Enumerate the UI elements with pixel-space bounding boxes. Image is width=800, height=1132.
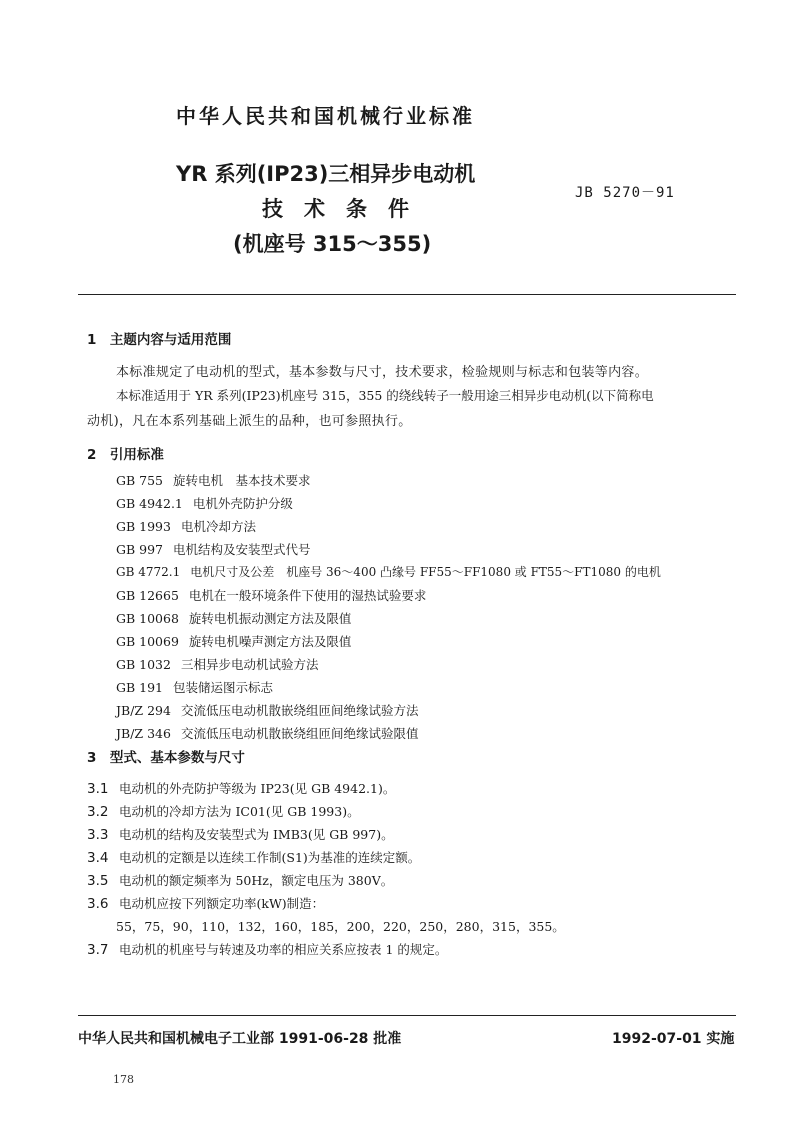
reference-item bbox=[116, 632, 351, 650]
section-3-heading: 3 型式、基本参数与尺寸 bbox=[87, 750, 245, 766]
reference-item bbox=[116, 517, 256, 535]
reference-item bbox=[116, 471, 311, 489]
implementation-date: 1992-07-01 实施 bbox=[612, 1031, 735, 1047]
industry-standard-title: 中华人民共和国机械行业标准 bbox=[176, 104, 475, 128]
clause-text: 电动机的冷却方法为 IC01(见 GB 1993)。 bbox=[119, 804, 360, 819]
reference-item bbox=[116, 494, 293, 512]
reference-code: GB 12665 bbox=[116, 588, 179, 603]
reference-code: GB 1993 bbox=[116, 519, 171, 534]
clause-number: 3.5 bbox=[87, 873, 109, 889]
approval-line: 中华人民共和国机械电子工业部 1991-06-28 批准 bbox=[78, 1031, 402, 1047]
clause-number: 3.7 bbox=[87, 942, 109, 958]
reference-item bbox=[116, 724, 418, 742]
reference-code: GB 4772.1 bbox=[116, 565, 181, 579]
header-divider bbox=[78, 294, 736, 295]
reference-code: GB 191 bbox=[116, 680, 164, 695]
clause-text: 电动机应按下列额定功率(kW)制造： bbox=[119, 896, 325, 911]
reference-code: GB 997 bbox=[116, 542, 164, 557]
clause-number: 3.4 bbox=[87, 850, 109, 866]
reference-code: JB/Z 294 bbox=[116, 703, 171, 718]
reference-code: JB/Z 346 bbox=[116, 726, 171, 741]
clause-item bbox=[87, 825, 394, 843]
reference-item bbox=[116, 540, 311, 558]
clause-continuation bbox=[116, 917, 565, 935]
section-1-para1: 本标准规定了电动机的型式，基本参数与尺寸，技术要求，检验规则与标志和包装等内容。 bbox=[116, 365, 649, 380]
reference-item bbox=[116, 701, 418, 719]
clause-item bbox=[87, 871, 393, 889]
reference-title: 电机冷却方法 bbox=[180, 519, 256, 534]
reference-item bbox=[116, 563, 661, 580]
reference-title: 包装储运图示标志 bbox=[173, 680, 274, 695]
clause-item bbox=[87, 802, 360, 820]
clause-number: 3.6 bbox=[87, 896, 109, 912]
reference-code: GB 10068 bbox=[116, 611, 179, 626]
section-1-heading: 1 主题内容与适用范围 bbox=[87, 332, 232, 348]
section-1-para2-line1: 本标准适用于 YR 系列(IP23)机座号 315，355 的绕线转子一般用途三相异步电动机(以下简称电 bbox=[116, 388, 654, 403]
reference-title: 旋转电机 基本技术要求 bbox=[173, 473, 311, 488]
clause-text: 电动机的额定频率为 50Hz，额定电压为 380V。 bbox=[119, 873, 394, 888]
reference-code: GB 755 bbox=[116, 473, 164, 488]
clause-item bbox=[87, 779, 395, 797]
page-number: 178 bbox=[113, 1073, 134, 1086]
reference-code: GB 10069 bbox=[116, 634, 179, 649]
clause-text: 电动机的定额是以连续工作制(S1)为基准的连续定额。 bbox=[119, 850, 421, 865]
clause-item bbox=[87, 848, 420, 866]
document-title-line2: 技 术 条 件 bbox=[262, 197, 409, 221]
reference-title: 旋转电机振动测定方法及限值 bbox=[188, 611, 352, 626]
reference-code: GB 1032 bbox=[116, 657, 171, 672]
clause-text: 55，75，90，110，132，160，185，200，220，250，280，315，355。 bbox=[116, 919, 565, 934]
reference-title: 旋转电机噪声测定方法及限值 bbox=[188, 634, 352, 649]
reference-title: 电机结构及安装型式代号 bbox=[173, 542, 311, 557]
reference-title: 交流低压电动机散嵌绕组匝间绝缘试验限值 bbox=[180, 726, 419, 741]
reference-title: 电机外壳防护分级 bbox=[192, 496, 293, 511]
reference-title: 电机在一般环境条件下使用的湿热试验要求 bbox=[188, 588, 427, 603]
clause-number: 3.2 bbox=[87, 804, 109, 820]
standard-code: JB 5270－91 bbox=[575, 185, 675, 201]
reference-item bbox=[116, 678, 273, 696]
section-1-para2-line2: 动机)，凡在本系列基础上派生的品种，也可参照执行。 bbox=[87, 414, 412, 429]
document-title-line3: (机座号 315～355) bbox=[233, 232, 432, 256]
footer-divider bbox=[78, 1015, 736, 1016]
reference-code: GB 4942.1 bbox=[116, 496, 183, 511]
clause-number: 3.1 bbox=[87, 781, 109, 797]
clause-text: 电动机的机座号与转速及功率的相应关系应按表 1 的规定。 bbox=[119, 942, 448, 957]
clause-item bbox=[87, 940, 447, 958]
reference-title: 三相异步电动机试验方法 bbox=[180, 657, 319, 672]
reference-item bbox=[116, 655, 318, 673]
reference-title: 交流低压电动机散嵌绕组匝间绝缘试验方法 bbox=[180, 703, 419, 718]
reference-item bbox=[116, 586, 426, 604]
document-title-line1: YR 系列(IP23)三相异步电动机 bbox=[176, 162, 476, 186]
reference-item bbox=[116, 609, 351, 627]
clause-text: 电动机的外壳防护等级为 IP23(见 GB 4942.1)。 bbox=[119, 781, 396, 796]
clause-text: 电动机的结构及安装型式为 IMB3(见 GB 997)。 bbox=[119, 827, 394, 842]
clause-number: 3.3 bbox=[87, 827, 109, 843]
clause-item bbox=[87, 894, 324, 912]
reference-title: 电机尺寸及公差 机座号 36～400 凸缘号 FF55～FF1080 或 FT55～FT1080 的电机 bbox=[190, 565, 661, 579]
section-2-heading: 2 引用标准 bbox=[87, 447, 164, 463]
